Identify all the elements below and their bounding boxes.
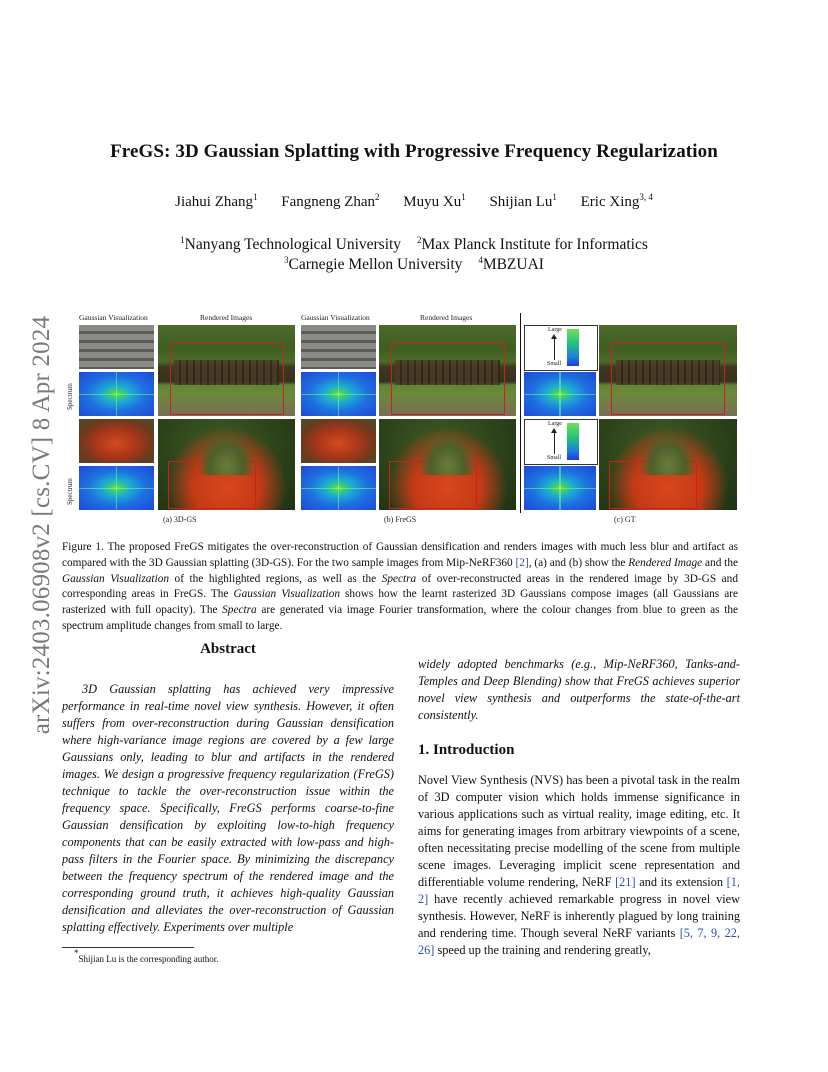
affiliations-line-2 bbox=[0, 256, 828, 274]
legend-large-label: Large bbox=[548, 421, 562, 427]
affiliation bbox=[478, 256, 544, 273]
author-name: Shijian Lu bbox=[489, 194, 553, 210]
gaussian-visualization-flower-fregs bbox=[301, 419, 376, 463]
affiliation-mark: 1 bbox=[180, 235, 185, 245]
affiliation-name: MBZUAI bbox=[482, 256, 544, 273]
body-text: speed up the training and rendering greatly, bbox=[434, 943, 651, 957]
caption-text: , (a) and (b) show the bbox=[528, 556, 629, 569]
rendered-image-bench-gt bbox=[599, 325, 737, 416]
caption-emphasis: Spectra bbox=[381, 572, 417, 585]
figure-divider bbox=[520, 313, 521, 513]
spectrum-legend-2 bbox=[524, 419, 598, 465]
caption-emphasis: Rendered Image bbox=[628, 556, 703, 569]
spectrum-legend-1 bbox=[524, 325, 598, 371]
affiliation-name: Max Planck Institute for Informatics bbox=[421, 236, 648, 253]
figure-caption bbox=[62, 540, 738, 635]
row-label-spectrum-2: Spectrum bbox=[66, 478, 74, 505]
legend-color-bar bbox=[567, 329, 579, 366]
author bbox=[581, 194, 653, 210]
caption-emphasis: Gaussian Visualization bbox=[233, 588, 340, 601]
arrow-up-icon bbox=[554, 338, 555, 360]
paper-title: FreGS: 3D Gaussian Splatting with Progressive Frequency Regularization bbox=[110, 141, 718, 162]
author-name: Jiahui Zhang bbox=[175, 194, 254, 210]
rendered-image-flower-gt bbox=[599, 419, 737, 510]
subcaption-a: (a) 3D-GS bbox=[163, 515, 197, 524]
affiliations-line-1 bbox=[0, 236, 828, 254]
header-rendered-images-b: Rendered Images bbox=[420, 313, 473, 322]
rendered-image-flower-3dgs bbox=[158, 419, 295, 510]
spectrum-flower-gt bbox=[524, 466, 596, 510]
arrow-up-icon bbox=[554, 432, 555, 454]
author-name: Eric Xing bbox=[580, 194, 640, 210]
author bbox=[403, 194, 465, 210]
spectrum-flower-3dgs bbox=[79, 466, 154, 510]
author-affil-mark: 1 bbox=[552, 192, 557, 202]
rendered-image-bench-3dgs bbox=[158, 325, 295, 416]
caption-emphasis: Gaussian Visualization bbox=[62, 572, 170, 585]
legend-small-label: Small bbox=[547, 455, 562, 461]
subcaption-c: (c) GT bbox=[614, 515, 636, 524]
caption-text: of the highlighted regions, as well as the bbox=[169, 572, 382, 585]
author bbox=[175, 194, 257, 210]
spectrum-bench-3dgs bbox=[79, 372, 154, 416]
gaussian-visualization-bench-fregs bbox=[301, 325, 376, 369]
subcaption-b: (b) FreGS bbox=[384, 515, 417, 524]
highlight-region bbox=[389, 461, 477, 509]
affiliation-name: Nanyang Technological University bbox=[184, 236, 402, 253]
author-affil-mark: 1 bbox=[461, 192, 466, 202]
caption-label: Figure 1. bbox=[62, 541, 104, 553]
legend-color-bar bbox=[567, 423, 579, 460]
affiliation-mark: 3 bbox=[284, 255, 289, 265]
legend-small-label: Small bbox=[547, 361, 562, 367]
body-text: and its extension bbox=[635, 875, 727, 889]
citation-link[interactable]: [1, 2] bbox=[418, 875, 740, 906]
author bbox=[489, 194, 556, 210]
section-heading-introduction: 1. Introduction bbox=[418, 742, 515, 758]
citation-link[interactable]: [21] bbox=[615, 875, 636, 889]
affiliation-name: Carnegie Mellon University bbox=[288, 256, 463, 273]
footnote-mark: * bbox=[74, 948, 79, 958]
header-gaussian-visualization-a: Gaussian Visualization bbox=[79, 313, 148, 322]
highlight-region bbox=[391, 343, 505, 415]
author-name: Fangneng Zhan bbox=[281, 194, 376, 210]
author-name: Muyu Xu bbox=[403, 194, 462, 210]
highlight-region bbox=[611, 343, 725, 415]
caption-text: are generated via image Fourier transformation, where the colour changes from blue to green as the spectrum amplitude changes from small to large. bbox=[62, 604, 738, 632]
rendered-image-flower-fregs bbox=[379, 419, 516, 510]
introduction-text bbox=[418, 772, 740, 959]
citation-link[interactable]: [5, 7, 9, 22, 26] bbox=[418, 926, 740, 957]
highlight-region bbox=[168, 461, 256, 509]
caption-text: and the bbox=[702, 556, 738, 569]
header-rendered-images-a: Rendered Images bbox=[200, 313, 253, 322]
author bbox=[281, 194, 379, 210]
legend-large-label: Large bbox=[548, 327, 562, 333]
highlight-region bbox=[609, 461, 697, 509]
affiliation bbox=[284, 256, 462, 273]
author-affil-mark: 2 bbox=[375, 192, 380, 202]
row-label-spectrum-1: Spectrum bbox=[66, 383, 74, 410]
caption-emphasis: Spectra bbox=[222, 604, 257, 617]
footnote bbox=[74, 948, 219, 964]
caption-text: shows how the learnt rasterized 3D Gaussians compose images (all Gaussians are rasterized with full opacity). The bbox=[62, 588, 738, 617]
gaussian-visualization-flower-3dgs bbox=[79, 419, 154, 463]
highlight-region bbox=[170, 343, 284, 415]
arxiv-identifier bbox=[22, 290, 62, 760]
affiliation-mark: 2 bbox=[416, 235, 422, 245]
gaussian-visualization-bench-3dgs bbox=[79, 325, 154, 369]
author-affil-mark: 3, 4 bbox=[639, 192, 653, 202]
author-affil-mark: 1 bbox=[253, 192, 258, 202]
spectrum-bench-gt bbox=[524, 372, 596, 416]
abstract-text-continued: widely adopted benchmarks (e.g., Mip-NeRF360, Tanks-and-Temples and Deep Blending) show that FreGS achieves superior novel view synthesis and outperforms the state-of-the-art consistently. bbox=[418, 657, 740, 722]
citation-link[interactable]: [2] bbox=[515, 556, 529, 569]
rendered-image-bench-fregs bbox=[379, 325, 516, 416]
abstract-text: 3D Gaussian splatting has achieved very impressive performance in real-time novel view synthesis. However, it often suffers from over-reconstruction during Gaussian densification where high-variance image regions are covered by a few large Gaussians only, leading to blur and artifacts in the rendered images. We design a progressive frequency regularization (FreGS) technique to tackle the over-reconstruction issue within the frequency space. Specifically, FreGS performs coarse-to-fine Gaussian densification by exploiting low-to-high frequency components that can be easily extracted with low-pass and high-pass filters in the Fourier space. By minimizing the discrepancy between the frequency spectrum of the rendered image and the corresponding ground truth, it achieves high-quality Gaussian densification and alleviates the over-reconstruction of Gaussian splatting effectively. Experiments over multiple bbox=[62, 682, 394, 934]
affiliation bbox=[417, 236, 648, 253]
footnote-rule bbox=[62, 947, 194, 948]
header-gaussian-visualization-b: Gaussian Visualization bbox=[301, 313, 370, 322]
body-text: Novel View Synthesis (NVS) has been a pivotal task in the realm of 3D computer vision which holds immense significance in various applications such as virtual reality, image editing, etc. It aims for generating images from arbitrary viewpoints of a scene, often necessitating precise modelling of the scene from multiple scene images. Leveraging implicit scene representation and differentiable volume rendering, NeRF bbox=[418, 773, 740, 889]
body-text: have recently achieved remarkable progress in novel view synthesis. However, NeRF is inherently plagued by long training and rendering time. Though several NeRF variants bbox=[418, 892, 740, 940]
author-list bbox=[0, 194, 828, 211]
arxiv-identifier-text: arXiv:2403.06908v2 [cs.CV] 8 Apr 2024 bbox=[28, 315, 55, 735]
footnote-text: Shijian Lu is the corresponding author. bbox=[78, 954, 219, 964]
affiliation bbox=[180, 236, 401, 253]
caption-text: The proposed FreGS mitigates the over-reconstruction of Gaussian densification and renders images with much less blur and artifact as compared with the 3D Gaussian splatting (3D-GS). For the two sample images from Mip-NeRF360 bbox=[62, 541, 739, 569]
caption-text: of over-reconstructed areas in the rendered image by 3D-GS and corresponding areas in FreGS. The bbox=[62, 572, 738, 601]
spectrum-flower-fregs bbox=[301, 466, 376, 510]
spectrum-bench-fregs bbox=[301, 372, 376, 416]
affiliation-mark: 4 bbox=[478, 255, 483, 265]
abstract-heading: Abstract bbox=[200, 641, 256, 657]
